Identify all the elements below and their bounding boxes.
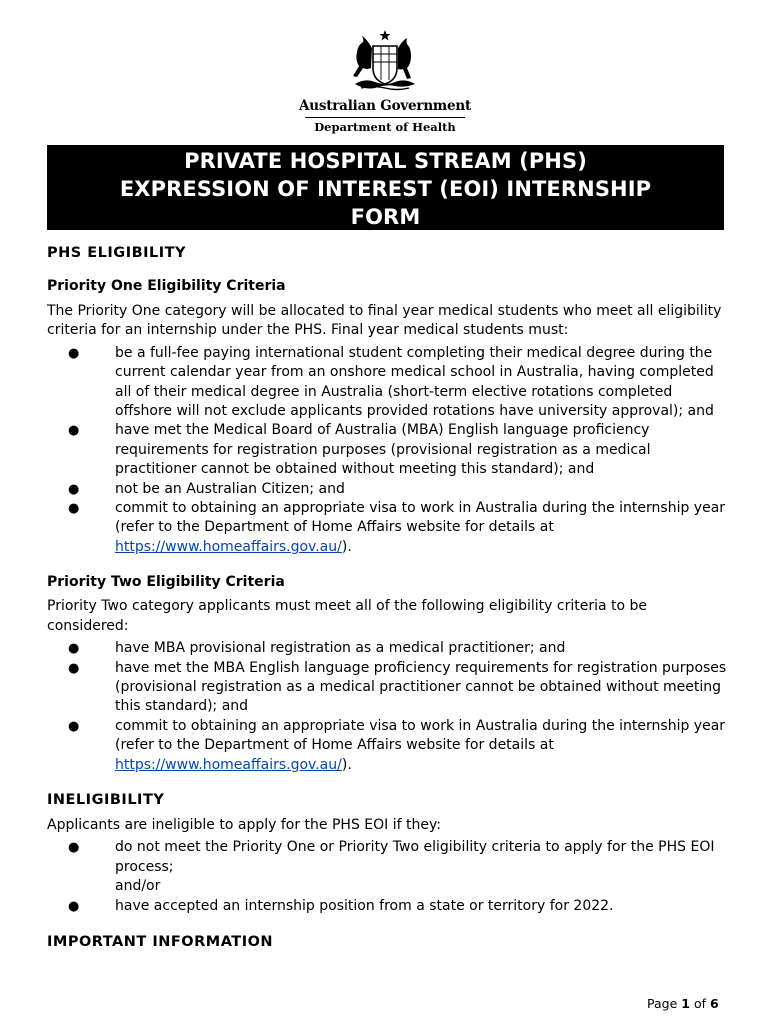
list-item-text: be a full-fee paying international student completing their medical degree during the current calendar year from an onshore medical school in Australia, having completed all of their medical degree in Australia (short-term elective rotations completed offshore will not exclude applicants provided rotations have university approval); and [115, 344, 714, 420]
government-name: Australian Government [298, 98, 472, 114]
list-item [68, 838, 727, 896]
logo-divider [305, 117, 465, 118]
ineligibility-intro: Applicants are ineligible to apply for the PHS EOI if they: [47, 816, 441, 833]
home-affairs-link[interactable]: https://www.homeaffairs.gov.au/ [115, 756, 342, 773]
ineligibility-heading: INELIGIBILITY [47, 791, 165, 808]
page-of: of [693, 996, 706, 1011]
visa-suffix: ). [341, 756, 352, 773]
list-item-text [93, 499, 727, 557]
list-item [68, 639, 727, 658]
list-item [68, 659, 727, 717]
list-item-text: have accepted an internship position from a state or territory for 2022. [115, 897, 614, 914]
home-affairs-link[interactable]: https://www.homeaffairs.gov.au/ [115, 538, 342, 555]
government-logo [296, 28, 474, 140]
coat-of-arms-icon [343, 28, 427, 94]
list-item [68, 344, 727, 422]
list-item [68, 897, 727, 916]
bullet-icon: ● [68, 660, 80, 676]
page-total: 6 [709, 996, 719, 1011]
eligibility-heading: PHS ELIGIBILITY [47, 245, 187, 261]
priority-two-heading: Priority Two Eligibility Criteria [47, 574, 285, 591]
page-current: 1 [681, 996, 690, 1011]
list-item [68, 499, 727, 557]
list-item-text [93, 838, 727, 896]
list-item [68, 421, 727, 479]
visa-suffix: ). [341, 538, 352, 555]
priority-one-list [47, 344, 727, 557]
visa-text: commit to obtaining an appropriate visa to work in Australia during the internship year (refer to the Department of Home Affairs website for details at [115, 717, 726, 754]
bullet-icon: ● [68, 718, 80, 734]
document-title [47, 145, 724, 230]
ineligibility-conjunction: and/or [115, 878, 161, 895]
title-line: EXPRESSION OF INTEREST (EOI) INTERNSHIP [119, 177, 652, 201]
title-line: FORM [350, 205, 421, 229]
bullet-icon: ● [68, 345, 80, 361]
visa-text: commit to obtaining an appropriate visa to work in Australia during the internship year (refer to the Department of Home Affairs website for details at [115, 500, 726, 536]
ineligibility-item-text: do not meet the Priority One or Priority Two eligibility criteria to apply for the PHS EOI process; [115, 839, 715, 875]
list-item-text: have met the Medical Board of Australia (MBA) English language proficiency requirements for registration purposes (provisional registration as a medical practitioner cannot be obtained without meeting this standard); and [115, 422, 651, 478]
department-name: Department of Health [314, 120, 456, 134]
list-item [68, 480, 727, 499]
bullet-icon: ● [68, 501, 80, 517]
list-item-text: have met the MBA English language proficiency requirements for registration purposes (provisional registration as a medical practitioner cannot be obtained without meeting this standard); and [115, 659, 727, 715]
bullet-icon: ● [68, 423, 80, 439]
page-number [647, 996, 719, 1011]
bullet-icon: ● [68, 481, 80, 497]
page-word: Page [647, 996, 678, 1011]
bullet-icon: ● [68, 898, 80, 914]
document-body [47, 244, 727, 952]
priority-two-list [47, 639, 727, 775]
ineligibility-list [47, 838, 727, 916]
priority-two-intro: Priority Two category applicants must meet all of the following eligibility criteria to be considered: [47, 598, 648, 634]
title-line: PRIVATE HOSPITAL STREAM (PHS) [184, 149, 587, 173]
bullet-icon: ● [68, 840, 80, 856]
list-item [68, 717, 727, 775]
priority-one-intro: The Priority One category will be allocated to final year medical students who meet all eligibility criteria for an internship under the PHS. Final year medical students must: [47, 303, 722, 339]
list-item-text: not be an Australian Citizen; and [115, 480, 345, 497]
priority-one-heading: Priority One Eligibility Criteria [47, 278, 286, 294]
important-information-heading: IMPORTANT INFORMATION [47, 933, 274, 950]
list-item-text: have MBA provisional registration as a medical practitioner; and [115, 640, 566, 657]
list-item-text [93, 717, 727, 775]
bullet-icon: ● [68, 641, 80, 657]
